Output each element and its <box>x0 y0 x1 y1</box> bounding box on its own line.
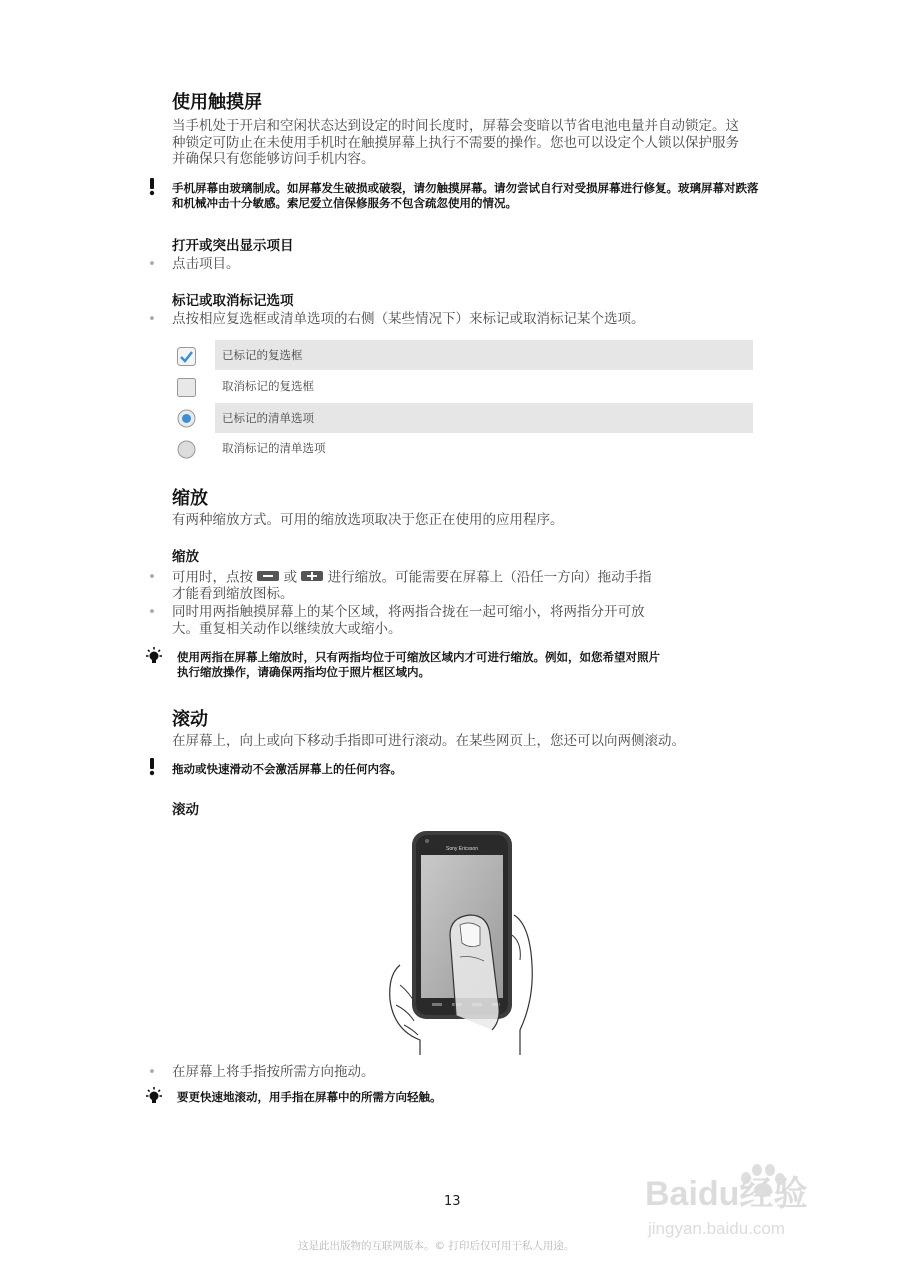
section-body-touchscreen: 当手机处于开启和空闲状态达到设定的时间长度时，屏幕会变暗以节省电池电量并自动锁定。这种锁定可防止在未使用手机时在触摸屏幕上执行不需要的操作。您也可以设定个人锁以保护服务并确保只有您能够访问手机内容。 <box>172 118 739 167</box>
radio-checked-icon <box>177 409 196 432</box>
subheading-open-items: 打开或突出显示项目 <box>172 238 294 254</box>
section-title-scroll: 滚动 <box>172 709 208 730</box>
tip-text-zoom: 使用两指在屏幕上缩放时，只有两指均位于可缩放区域内才可进行缩放。例如，如您希望对照片 执行缩放操作，请确保两指均位于照片框区域内。 <box>177 650 660 679</box>
section-title-touchscreen: 使用触摸屏 <box>172 92 262 113</box>
warning-icon <box>147 758 157 780</box>
checkbox-checked-icon <box>177 347 196 370</box>
section-body-zoom: 有两种缩放方式。可用的缩放选项取决于您正在使用的应用程序。 <box>172 512 564 528</box>
checkbox-unchecked-icon <box>177 378 196 401</box>
tip-lightbulb-icon <box>144 647 164 671</box>
subheading-scroll: 滚动 <box>172 802 199 818</box>
warning-text-glass: 手机屏幕由玻璃制成。如屏幕发生破损或破裂，请勿触摸屏幕。请勿尝试自行对受损屏幕进行修复。玻璃屏幕对跌落和机械冲击十分敏感。索尼爱立信保修服务不包含疏忽使用的情况。 <box>172 181 759 210</box>
legend-row-checked-radio: 已标记的清单选项 <box>215 403 753 433</box>
watermark-url-text: jingyan.baidu.com <box>648 1219 786 1238</box>
list-item: • 可用时，点按 或 进行缩放。可能需要在屏幕上（沿任一方向）拖动手指 才能看到缩放图标。 <box>148 569 652 602</box>
legend-row-unchecked-checkbox: 取消标记的复选框 <box>222 379 314 393</box>
phone-hand-illustration <box>380 825 545 1059</box>
warning-text-scroll: 拖动或快速滑动不会激活屏幕上的任何内容。 <box>172 762 402 776</box>
list-item: • 在屏幕上将手指按所需方向拖动。 <box>148 1064 375 1080</box>
list-item: • 点击项目。 <box>148 256 240 272</box>
tip-text-scroll: 要更快速地滚动，用手指在屏幕中的所需方向轻触。 <box>177 1090 442 1104</box>
list-item: • 同时用两指触摸屏幕上的某个区域，将两指合拢在一起可缩小，将两指分开可放 大。重复相关动作以继续放大或缩小。 <box>148 604 645 637</box>
radio-unchecked-icon <box>177 440 196 463</box>
baidu-watermark <box>640 1140 860 1250</box>
page-number: 13 <box>444 1194 461 1209</box>
warning-icon <box>147 178 157 200</box>
subheading-mark-options: 标记或取消标记选项 <box>172 293 294 309</box>
zoom-out-icon <box>257 569 279 586</box>
zoom-in-icon <box>301 569 323 586</box>
page-footer: 这是此出版物的互联网版本。© 打印后仅可用于私人用途。 <box>298 1240 575 1252</box>
phone-brand-text: Sony Ericsson <box>446 846 478 852</box>
tip-lightbulb-icon <box>144 1087 164 1111</box>
list-item: • 点按相应复选框或清单选项的右侧（某些情况下）来标记或取消标记某个选项。 <box>148 311 645 327</box>
section-body-scroll: 在屏幕上，向上或向下移动手指即可进行滚动。在某些网页上，您还可以向两侧滚动。 <box>172 733 685 749</box>
section-title-zoom: 缩放 <box>172 488 208 509</box>
subheading-zoom: 缩放 <box>172 549 199 565</box>
watermark-logo-text: Baidu经验 <box>645 1175 808 1213</box>
legend-row-unchecked-radio: 取消标记的清单选项 <box>222 441 326 455</box>
legend-row-checked-checkbox: 已标记的复选框 <box>215 340 753 370</box>
